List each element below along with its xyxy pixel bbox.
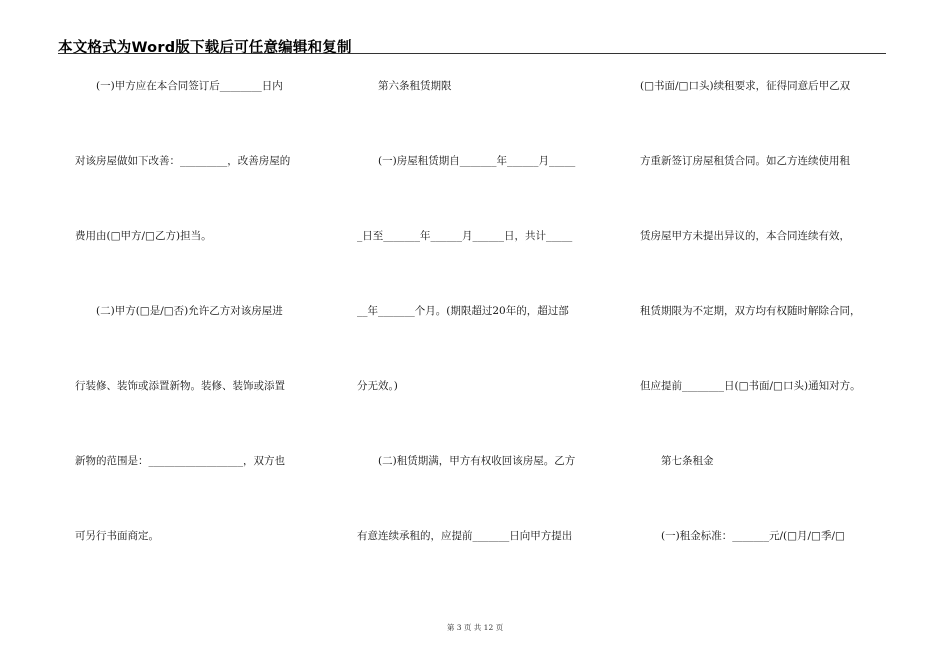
text-line: (二)租赁期满，甲方有权收回该房屋。乙方 [357, 455, 576, 467]
text-line: (□书面/□口头)续租要求，征得同意后甲乙双 [640, 80, 851, 92]
text-line: 对该房屋做如下改善：_________，改善房屋的 [75, 155, 291, 167]
text-line: 费用由(□甲方/□乙方)担当。 [75, 230, 212, 242]
text-line: 可另行书面商定。 [75, 530, 159, 542]
text-line: 租赁期限为不定期，双方均有权随时解除合同， [640, 305, 861, 317]
document-title: 本文格式为Word版下载后可任意编辑和复制 [58, 40, 352, 56]
text-line: _日至_______年______月______日，共计_____ [357, 230, 573, 242]
section-heading: 第六条租赁期限 [357, 80, 452, 92]
section-heading: 第七条租金 [640, 455, 714, 467]
text-line: (一)租金标准：_______元/(□月/□季/□ [640, 530, 845, 542]
text-line: 方重新签订房屋租赁合同。如乙方连续使用租 [640, 155, 850, 167]
text-line: (一)甲方应在本合同签订后________日内 [75, 80, 283, 92]
header-divider [58, 53, 886, 54]
text-line: (一)房屋租赁期自_______年______月_____ [357, 155, 576, 167]
text-line: (二)甲方(□是/□否)允许乙方对该房屋进 [75, 305, 283, 317]
text-line: 有意连续承租的，应提前_______日向甲方提出 [357, 530, 573, 542]
text-line: 新物的范围是：__________________，双方也 [75, 455, 285, 467]
text-line: 赁房屋甲方未提出异议的，本合同连续有效， [640, 230, 850, 242]
text-line: 但应提前________日(□书面/□口头)通知对方。 [640, 380, 861, 392]
text-line: 分无效。) [357, 380, 398, 392]
text-line: __年_______个月。(期限超过20年的，超过部 [357, 305, 569, 317]
text-line: 行装修、装饰或添置新物。装修、装饰或添置 [75, 380, 285, 392]
page-number: 第 3 页 共 12 页 [446, 623, 504, 632]
